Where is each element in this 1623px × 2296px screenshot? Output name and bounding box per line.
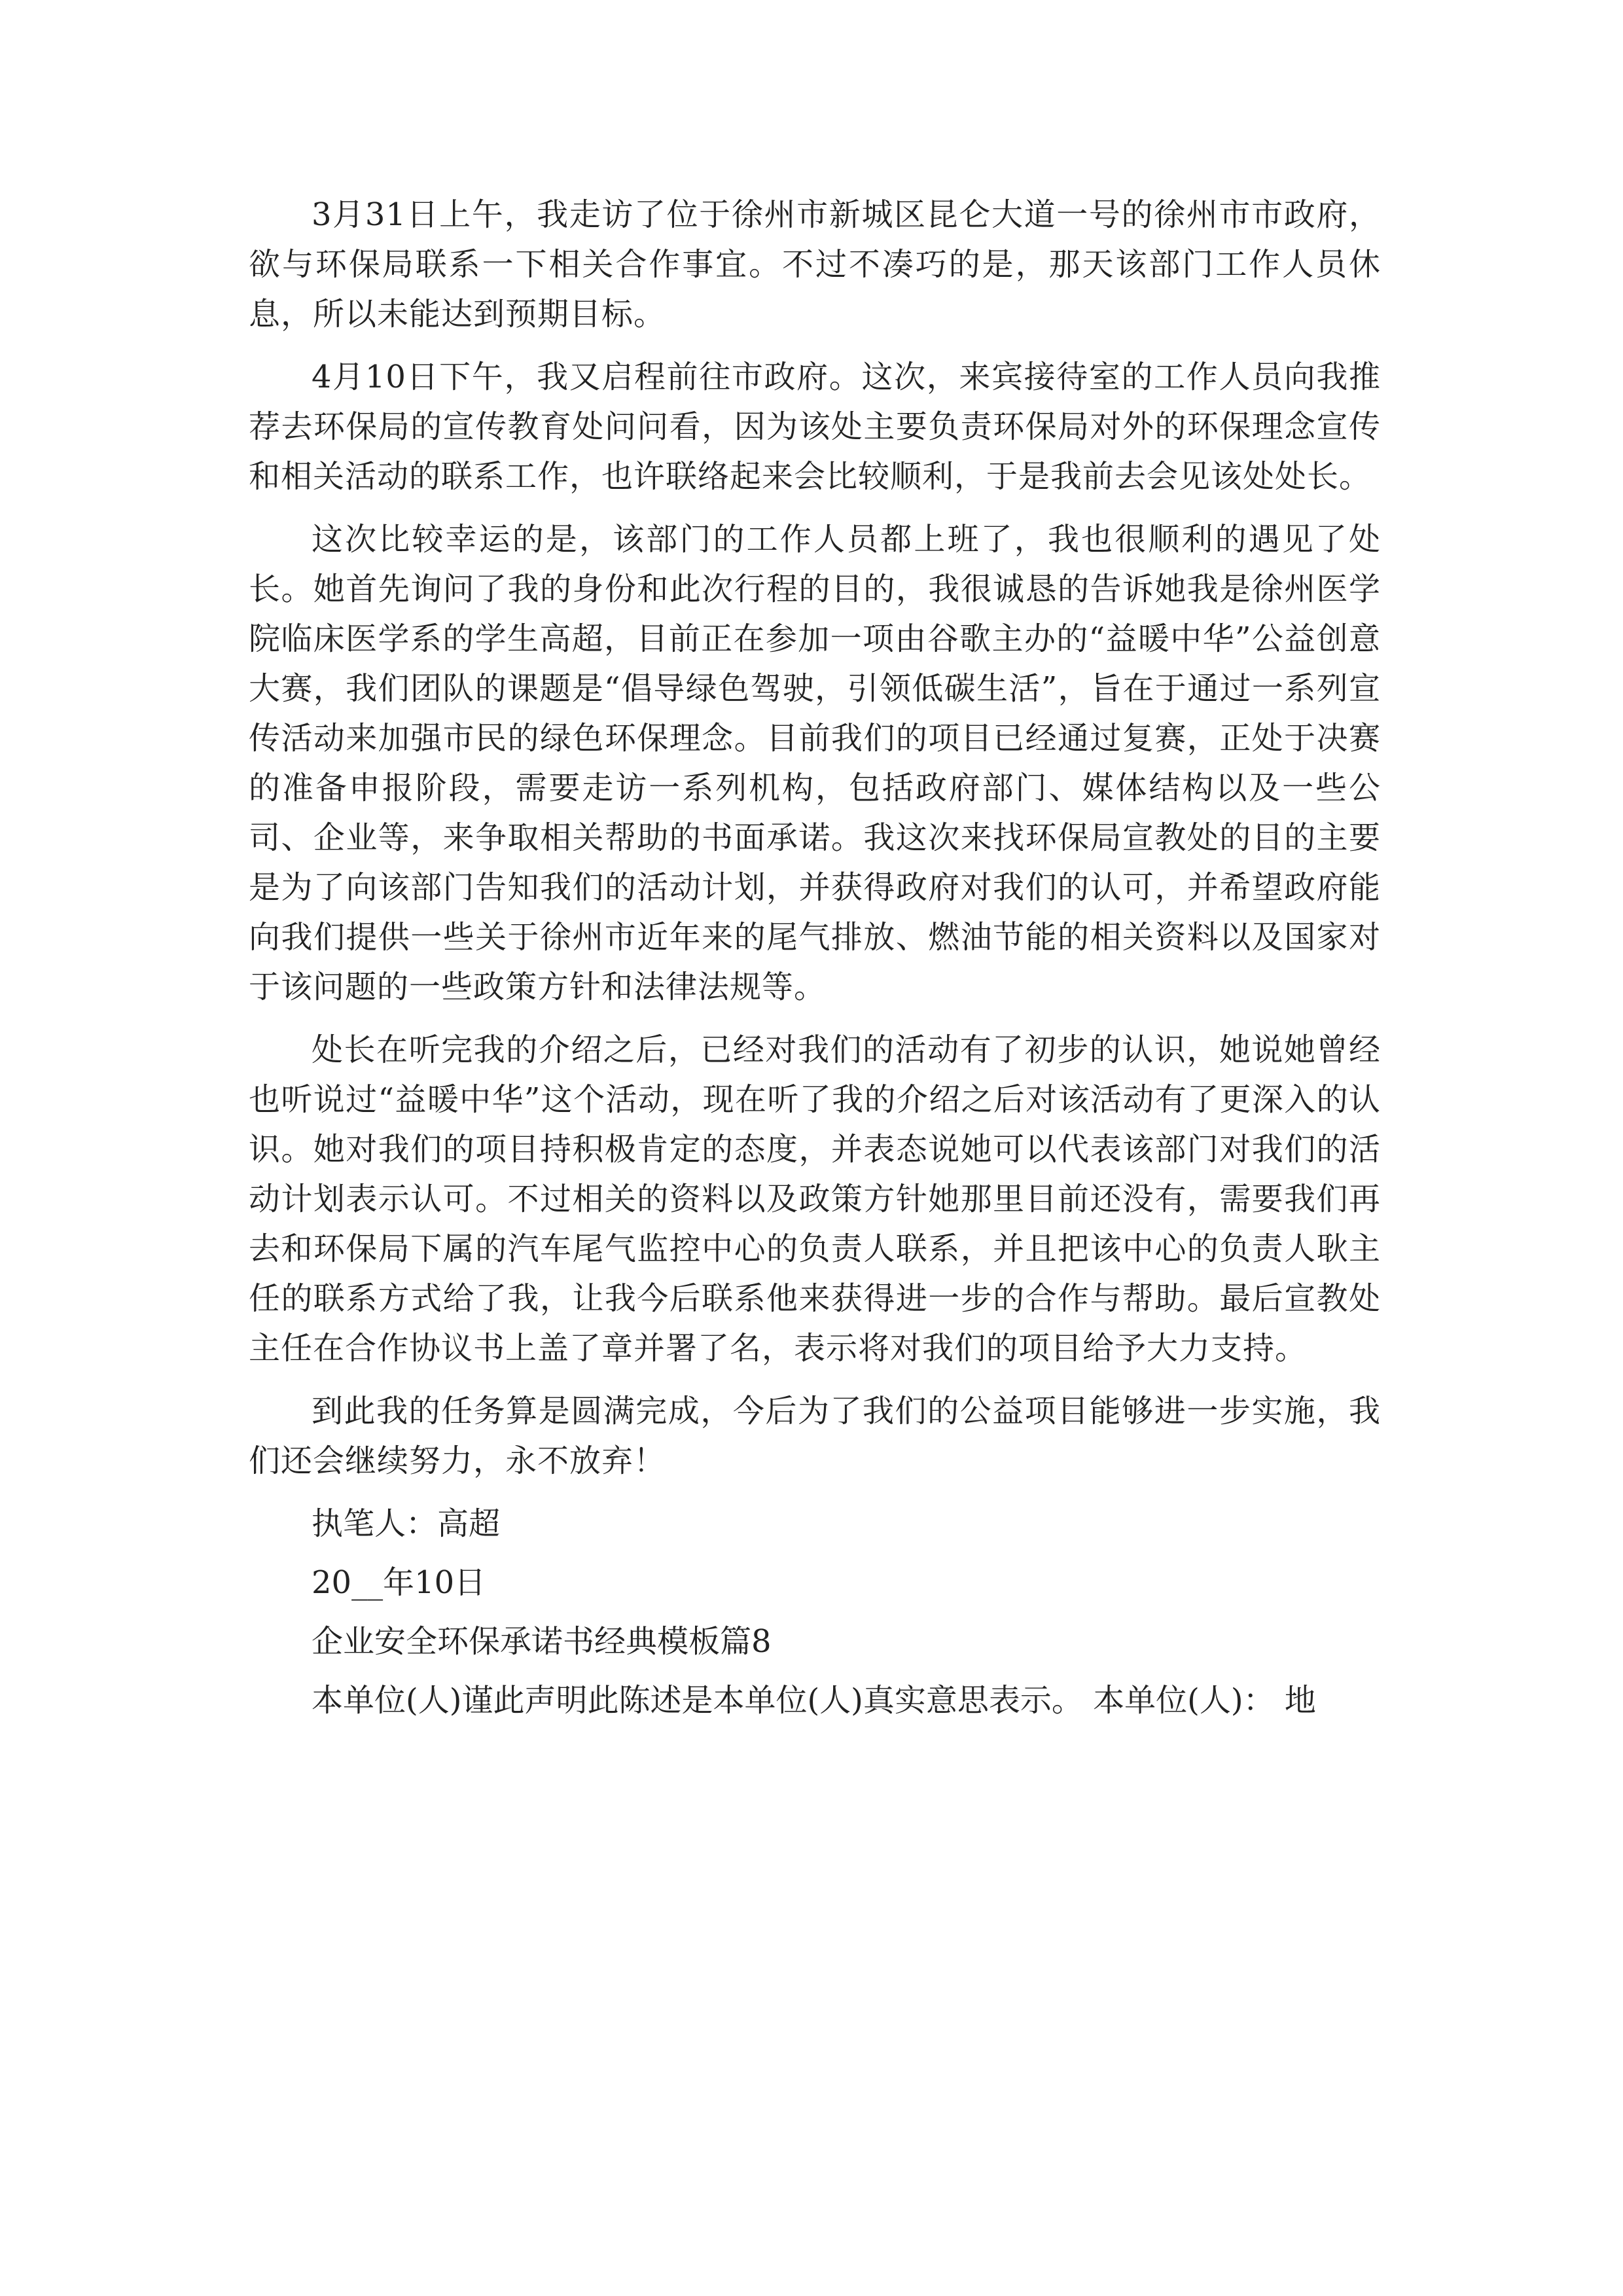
paragraph-second-visit: 4月10日下午，我又启程前往市政府。这次，来宾接待室的工作人员向我推荐去环保局的宣传教育处问问看，因为该处主要负责环保局对外的环保理念宣传和相关活动的联系工作，也许联络起来会比较顺利，于是我前去会见该处处长。: [249, 359, 1381, 495]
paragraph-director-response: 处长在听完我的介绍之后，已经对我们的活动有了初步的认识，她说她曾经也听说过“益暖中华”这个活动，现在听了我的介绍之后对该活动有了更深入的认识。她对我们的项目持积极肯定的态度，并表态说她可以代表该部门对我们的活动计划表示认可。不过相关的资料以及政策方针她那里目前还没有，需要我们再去和环保局下属的汽车尾气监控中心的负责人联系，并且把该中心的负责人耿主任的联系方式给了我，让我今后联系他来获得进一步的合作与帮助。最后宣教处主任在合作协议书上盖了章并署了名，表示将对我们的项目给予大力支持。: [249, 1031, 1381, 1367]
paragraph-first-visit: 3月31日上午，我走访了位于徐州市新城区昆仑大道一号的徐州市市政府，欲与环保局联系一下相关合作事宜。不过不凑巧的是，那天该部门工作人员休息，所以未能达到预期目标。: [249, 196, 1381, 332]
paragraph-conclusion: 到此我的任务算是圆满完成，今后为了我们的公益项目能够进一步实施，我们还会继续努力，永不放弃！: [249, 1393, 1381, 1479]
document-body: [249, 190, 1381, 1734]
section-title: 企业安全环保承诺书经典模板篇8: [312, 1623, 772, 1660]
declaration-line: 本单位(人)谨此声明此陈述是本单位(人)真实意思表示。 本单位(人)： 地: [312, 1682, 1316, 1719]
author-line: 执笔人：高超: [312, 1505, 501, 1542]
date-line: 20__年10日: [312, 1564, 486, 1601]
paragraph-meeting-director: 这次比较幸运的是，该部门的工作人员都上班了，我也很顺利的遇见了处长。她首先询问了我的身份和此次行程的目的，我很诚恳的告诉她我是徐州医学院临床医学系的学生高超，目前正在参加一项由谷歌主办的“益暖中华”公益创意大赛，我们团队的课题是“倡导绿色驾驶，引领低碳生活”，旨在于通过一系列宣传活动来加强市民的绿色环保理念。目前我们的项目已经通过复赛，正处于决赛的准备申报阶段，需要走访一系列机构，包括政府部门、媒体结构以及一些公司、企业等，来争取相关帮助的书面承诺。我这次来找环保局宣教处的目的主要是为了向该部门告知我们的活动计划，并获得政府对我们的认可，并希望政府能向我们提供一些关于徐州市近年来的尾气排放、燃油节能的相关资料以及国家对于该问题的一些政策方针和法律法规等。: [249, 521, 1381, 1005]
